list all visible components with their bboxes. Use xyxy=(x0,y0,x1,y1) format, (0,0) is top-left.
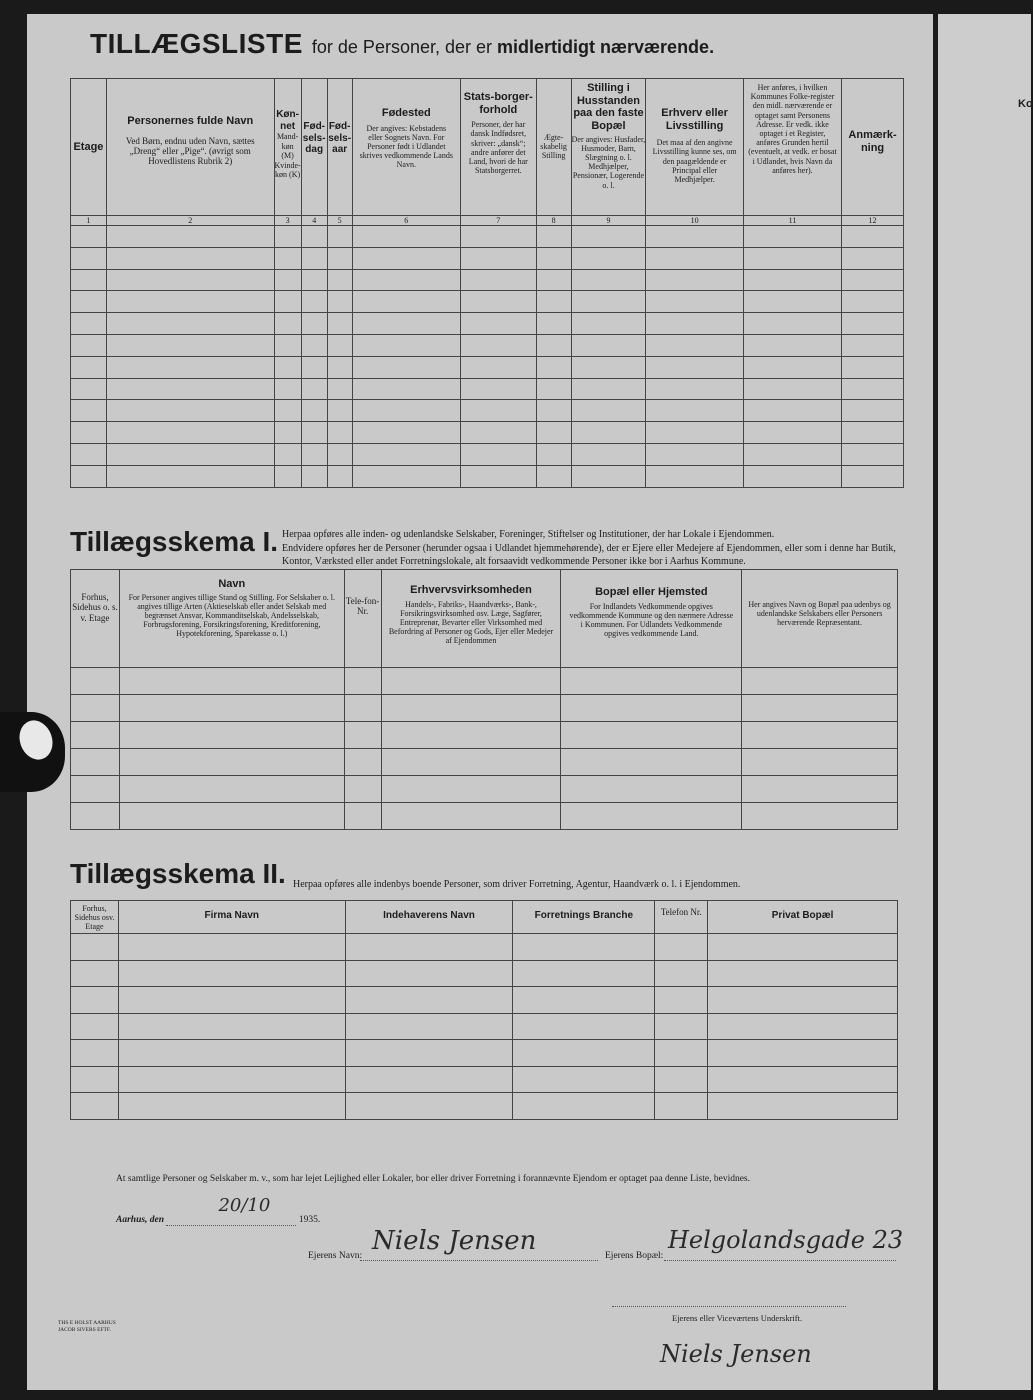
edge-fragment: Ko xyxy=(1018,98,1033,110)
table-cell xyxy=(119,722,344,749)
table-cell xyxy=(381,749,561,776)
table-cell xyxy=(743,269,841,291)
skema2-title: Tillægsskema II. xyxy=(70,858,286,889)
table-cell xyxy=(561,722,742,749)
table-cell xyxy=(119,695,344,722)
table-cell xyxy=(655,1066,708,1093)
table-cell xyxy=(352,378,460,400)
table-cell xyxy=(460,291,536,313)
table-row xyxy=(71,269,904,291)
col-konnet: Køn-net Mand-køn (M) Kvinde-køn (K) xyxy=(274,79,301,216)
table-cell xyxy=(327,465,352,487)
table-cell xyxy=(71,960,119,987)
table-cell xyxy=(71,695,120,722)
table-cell xyxy=(708,987,898,1014)
table-cell xyxy=(536,443,571,465)
table-cell xyxy=(646,465,743,487)
table-cell xyxy=(301,313,327,335)
table-cell xyxy=(742,695,898,722)
table-cell xyxy=(71,334,107,356)
table-row xyxy=(71,1013,898,1040)
s2-col-indehaver: Indehaverens Navn xyxy=(345,901,513,934)
table-cell xyxy=(327,400,352,422)
table-cell xyxy=(106,356,274,378)
table-row xyxy=(71,695,898,722)
table-cell xyxy=(513,1093,655,1120)
col-aegteskab: Ægte-skabelig Stilling xyxy=(536,79,571,216)
table-row xyxy=(71,465,904,487)
table-cell xyxy=(106,226,274,248)
s2-col-telefon: Telefon Nr. xyxy=(655,901,708,934)
table-cell xyxy=(646,400,743,422)
table-row xyxy=(71,400,904,422)
table-cell xyxy=(274,356,301,378)
s1-col-telefon: Tele-fon-Nr. xyxy=(344,570,381,668)
table-cell xyxy=(106,291,274,313)
table-cell xyxy=(71,1066,119,1093)
table-cell xyxy=(71,400,107,422)
table-cell xyxy=(274,422,301,444)
table-cell xyxy=(327,226,352,248)
table-cell xyxy=(352,443,460,465)
table-cell xyxy=(655,1040,708,1067)
table-cell xyxy=(571,465,646,487)
skema1-table xyxy=(70,569,898,830)
table-cell xyxy=(646,334,743,356)
table-cell xyxy=(345,1066,513,1093)
table-cell xyxy=(513,987,655,1014)
table-cell xyxy=(327,247,352,269)
table-cell xyxy=(352,422,460,444)
table-cell xyxy=(71,247,107,269)
table-row xyxy=(71,291,904,313)
table-cell xyxy=(106,400,274,422)
table-cell xyxy=(743,313,841,335)
skema2-note: Herpaa opføres alle indenbys boende Personer, som driver Forretning, Agentur, Haandværk o. l. i Ejendommen. xyxy=(293,879,741,890)
table-row xyxy=(71,722,898,749)
table-cell xyxy=(655,934,708,961)
table-cell xyxy=(118,960,345,987)
table-cell xyxy=(460,334,536,356)
table-row xyxy=(71,443,904,465)
table-cell xyxy=(327,378,352,400)
table-cell xyxy=(119,803,344,830)
thumb-holding-page xyxy=(0,712,65,792)
table-cell xyxy=(106,443,274,465)
table-cell xyxy=(381,695,561,722)
table-cell xyxy=(513,1066,655,1093)
table-cell xyxy=(460,247,536,269)
col-fodested: Fødested Der angives: Kebstadens eller Sognets Navn. For Personer født i Udlandet skrives vedkommende Lands Navn. xyxy=(352,79,460,216)
table-cell xyxy=(842,422,904,444)
table-cell xyxy=(460,378,536,400)
table-cell xyxy=(71,356,107,378)
col-statsborger: Stats-borger-forhold Personer, der har dansk Indfødsret, skriver: „dansk“; andre anfører det Land, hvori de har Statsborgerret. xyxy=(460,79,536,216)
table-cell xyxy=(460,226,536,248)
table-cell xyxy=(352,465,460,487)
table-cell xyxy=(345,1013,513,1040)
table-row xyxy=(71,1040,898,1067)
table-cell xyxy=(71,291,107,313)
table-row xyxy=(71,1093,898,1120)
table-cell xyxy=(106,422,274,444)
table-cell xyxy=(344,776,381,803)
table-row xyxy=(71,378,904,400)
table-cell xyxy=(352,269,460,291)
table-cell xyxy=(352,400,460,422)
table-cell xyxy=(571,356,646,378)
table-cell xyxy=(646,378,743,400)
table-cell xyxy=(352,247,460,269)
table-cell xyxy=(842,226,904,248)
table-cell xyxy=(327,269,352,291)
printer-mark: THS E HOLST AARHUS JACOB SIVERS EFTF. xyxy=(58,1320,116,1333)
table-cell xyxy=(743,378,841,400)
table-cell xyxy=(71,269,107,291)
table-row xyxy=(71,960,898,987)
s1-col-repraesentant: Her angives Navn og Bopæl paa udenbys og udenlandske Selskabers eller Personers herværende Repræsentant. xyxy=(742,570,898,668)
table-cell xyxy=(106,247,274,269)
table-cell xyxy=(301,422,327,444)
table-cell xyxy=(71,668,120,695)
col-stilling: Stilling i Husstanden paa den faste Bopæl Der angives: Husfader, Husmoder, Barn, Slægtning o. l. Medhjælper, Pensionær, Logerende o. l. xyxy=(571,79,646,216)
table-cell xyxy=(646,356,743,378)
table-cell xyxy=(561,749,742,776)
table-cell xyxy=(301,334,327,356)
table-cell xyxy=(352,291,460,313)
owner-name-label: Ejerens Navn: xyxy=(308,1251,363,1261)
col-erhverv: Erhverv eller Livsstilling Det maa af den angivne Livsstilling kunne ses, om den paagældende er Principal eller Medhjælper. xyxy=(646,79,743,216)
table-cell xyxy=(460,313,536,335)
page-title: TILLÆGSLISTE for de Personer, der er midlertidigt nærværende. xyxy=(90,28,715,59)
table-cell xyxy=(571,400,646,422)
s1-col-bopael: Bopæl eller Hjemsted For Indlandets Vedkommende opgives vedkommende Kommune og den nærmere Adresse i Kommunen. For Udlandets Vedkommende opgives vedkommende Land. xyxy=(561,570,742,668)
col-folkeregister: Her anføres, i hvilken Kommunes Folke-register den midl. nærværende er optaget samt Personens Adresse. Er vedk. ikke optaget i et Register, anføres Grunden hertil (eventuelt, at vedk. er bosat i Udlandet, hvis Navn da anføres her). xyxy=(743,79,841,216)
table-cell xyxy=(655,987,708,1014)
table-cell xyxy=(460,269,536,291)
table-cell xyxy=(742,668,898,695)
table-cell xyxy=(708,960,898,987)
table-cell xyxy=(381,776,561,803)
table-cell xyxy=(536,226,571,248)
table-cell xyxy=(327,356,352,378)
table-cell xyxy=(742,749,898,776)
table-cell xyxy=(71,934,119,961)
table-cell xyxy=(301,465,327,487)
table-cell xyxy=(118,1093,345,1120)
col-etage: Etage xyxy=(71,79,107,216)
table-cell xyxy=(536,400,571,422)
s2-col-firma: Firma Navn xyxy=(118,901,345,934)
table-cell xyxy=(301,247,327,269)
skema1-title: Tillægsskema I. xyxy=(70,526,279,557)
table-cell xyxy=(345,960,513,987)
table-row xyxy=(71,313,904,335)
table-cell xyxy=(842,443,904,465)
table-cell xyxy=(743,226,841,248)
table-cell xyxy=(743,400,841,422)
table-cell xyxy=(327,422,352,444)
table-row xyxy=(71,934,898,961)
signature-line xyxy=(612,1306,846,1307)
table-cell xyxy=(118,1040,345,1067)
table-cell xyxy=(842,334,904,356)
table-cell xyxy=(274,334,301,356)
table-cell xyxy=(513,1040,655,1067)
table-cell xyxy=(842,356,904,378)
table-cell xyxy=(106,465,274,487)
table-cell xyxy=(708,1066,898,1093)
table-row xyxy=(71,668,898,695)
table-row xyxy=(71,247,904,269)
table-cell xyxy=(842,247,904,269)
table-cell xyxy=(301,400,327,422)
table-cell xyxy=(301,443,327,465)
table-cell xyxy=(352,356,460,378)
table-cell xyxy=(274,400,301,422)
table-cell xyxy=(344,749,381,776)
skema2-table xyxy=(70,900,898,1120)
table-cell xyxy=(344,668,381,695)
signature-label: Ejerens eller Viceværtens Underskrift. xyxy=(672,1313,803,1323)
s2-col-bopael: Privat Bopæl xyxy=(708,901,898,934)
col-navn: Personernes fulde Navn Ved Børn, endnu uden Navn, sættes „Dreng“ eller „Pige“. (øvrigt som Hovedlistens Rubrik 2) xyxy=(106,79,274,216)
table-cell xyxy=(345,1093,513,1120)
table-cell xyxy=(381,722,561,749)
table-cell xyxy=(71,987,119,1014)
table-cell xyxy=(327,443,352,465)
table-row xyxy=(71,422,904,444)
table-cell xyxy=(708,1013,898,1040)
table-cell xyxy=(327,291,352,313)
table-cell xyxy=(71,443,107,465)
table-cell xyxy=(742,722,898,749)
main-table xyxy=(70,78,904,488)
table-cell xyxy=(561,803,742,830)
table-cell xyxy=(71,1040,119,1067)
table-cell xyxy=(536,269,571,291)
table-cell xyxy=(274,291,301,313)
s2-col-branche: Forretnings Branche xyxy=(513,901,655,934)
table-cell xyxy=(708,1040,898,1067)
table-cell xyxy=(118,934,345,961)
table-row xyxy=(71,1066,898,1093)
table-cell xyxy=(71,776,120,803)
table-cell xyxy=(571,226,646,248)
table-cell xyxy=(274,247,301,269)
table-cell xyxy=(460,356,536,378)
table-cell xyxy=(381,803,561,830)
col-anmaerkning: Anmærk-ning xyxy=(842,79,904,216)
table-cell xyxy=(646,422,743,444)
table-cell xyxy=(561,695,742,722)
table-cell xyxy=(743,422,841,444)
col-fodselsdag: Fød-sels-dag xyxy=(301,79,327,216)
table-cell xyxy=(743,465,841,487)
table-cell xyxy=(513,1013,655,1040)
table-cell xyxy=(742,803,898,830)
table-cell xyxy=(561,776,742,803)
table-cell xyxy=(571,443,646,465)
table-cell xyxy=(301,291,327,313)
table-cell xyxy=(743,291,841,313)
signature-handwritten: Niels Jensen xyxy=(660,1340,812,1368)
table-cell xyxy=(513,934,655,961)
s1-col-erhverv: Erhvervsvirksomheden Handels-, Fabriks-, Haandværks-, Bank-, Forsikringsvirksomhed osv. Læge, Sagfører, Entreprenør, Bevarter eller Virksomhed med Befordring af Personer og Gods, Ejer eller Medejer af Ejendommen xyxy=(381,570,561,668)
s1-col-navn: Navn For Personer angives tillige Stand og Stilling. For Selskaber o. l. angives tillige Arten (Aktieselskab eller andet Selskab med begrænset Ansvar, Kommanditselskab, Andelsselskab, Forbrugsforening, Forsikringsforening, Kreditforening, Hypotekforening, Sparekasse o. l.) xyxy=(119,570,344,668)
table-cell xyxy=(344,803,381,830)
table-cell xyxy=(119,668,344,695)
table-row xyxy=(71,749,898,776)
table-cell xyxy=(71,422,107,444)
table-cell xyxy=(460,443,536,465)
table-cell xyxy=(71,378,107,400)
table-cell xyxy=(646,226,743,248)
table-cell xyxy=(119,776,344,803)
table-cell xyxy=(743,356,841,378)
table-cell xyxy=(71,226,107,248)
table-cell xyxy=(571,291,646,313)
owner-address-label: Ejerens Bopæl: xyxy=(605,1251,664,1261)
table-cell xyxy=(106,334,274,356)
col-fodselsaar: Fød-sels-aar xyxy=(327,79,352,216)
s1-col-etage: Forhus, Sidehus o. s. v. Etage xyxy=(71,570,120,668)
table-cell xyxy=(513,960,655,987)
table-cell xyxy=(842,313,904,335)
table-cell xyxy=(344,695,381,722)
table-cell xyxy=(352,313,460,335)
table-cell xyxy=(71,1013,119,1040)
table-cell xyxy=(536,465,571,487)
table-cell xyxy=(71,749,120,776)
table-cell xyxy=(842,269,904,291)
table-cell xyxy=(571,422,646,444)
table-cell xyxy=(708,1093,898,1120)
table-cell xyxy=(274,443,301,465)
table-cell xyxy=(536,291,571,313)
table-cell xyxy=(561,668,742,695)
table-cell xyxy=(71,465,107,487)
table-cell xyxy=(536,334,571,356)
table-cell xyxy=(327,313,352,335)
table-cell xyxy=(352,334,460,356)
owner-address-handwritten: Helgolandsgade 23 xyxy=(668,1226,904,1254)
table-row xyxy=(71,334,904,356)
owner-name-handwritten: Niels Jensen xyxy=(372,1226,537,1256)
table-cell xyxy=(571,313,646,335)
table-cell xyxy=(536,378,571,400)
table-row xyxy=(71,803,898,830)
table-cell xyxy=(118,987,345,1014)
table-cell xyxy=(71,722,120,749)
table-cell xyxy=(742,776,898,803)
table-cell xyxy=(274,269,301,291)
table-cell xyxy=(743,247,841,269)
table-cell xyxy=(536,422,571,444)
table-cell xyxy=(655,1093,708,1120)
table-cell xyxy=(655,960,708,987)
table-cell xyxy=(743,334,841,356)
table-cell xyxy=(460,422,536,444)
table-cell xyxy=(646,291,743,313)
table-cell xyxy=(119,749,344,776)
table-cell xyxy=(71,313,107,335)
column-numbers-row: 1 2 3 4 5 6 7 8 9 10 11 12 xyxy=(71,216,904,226)
table-cell xyxy=(571,334,646,356)
table-cell xyxy=(274,378,301,400)
table-cell xyxy=(536,356,571,378)
table-cell xyxy=(381,668,561,695)
table-cell xyxy=(352,226,460,248)
table-cell xyxy=(571,269,646,291)
table-cell xyxy=(536,247,571,269)
table-cell xyxy=(71,1093,119,1120)
adjacent-page xyxy=(938,14,1031,1390)
table-cell xyxy=(655,1013,708,1040)
table-cell xyxy=(708,934,898,961)
table-cell xyxy=(345,1040,513,1067)
table-cell xyxy=(743,443,841,465)
table-cell xyxy=(646,313,743,335)
table-row xyxy=(71,987,898,1014)
table-cell xyxy=(327,334,352,356)
table-cell xyxy=(842,291,904,313)
table-cell xyxy=(345,934,513,961)
table-row xyxy=(71,776,898,803)
place-date: Aarhus, den 20/10 1935. xyxy=(116,1195,321,1225)
table-cell xyxy=(646,443,743,465)
table-cell xyxy=(106,313,274,335)
table-cell xyxy=(460,400,536,422)
table-cell xyxy=(344,722,381,749)
s2-col-etage: Forhus, Sidehus osv. Etage xyxy=(71,901,119,934)
table-cell xyxy=(571,247,646,269)
table-cell xyxy=(274,465,301,487)
table-cell xyxy=(301,226,327,248)
table-cell xyxy=(646,269,743,291)
certification-text: At samtlige Personer og Selskaber m. v., som har lejet Lejlighed eller Lokaler, bor eller driver Forretning i forannævnte Ejendom er optaget paa denne Liste, bevidnes. xyxy=(116,1174,750,1184)
table-cell xyxy=(301,269,327,291)
table-cell xyxy=(274,226,301,248)
table-cell xyxy=(345,987,513,1014)
table-cell xyxy=(842,378,904,400)
table-cell xyxy=(842,465,904,487)
table-row xyxy=(71,226,904,248)
table-cell xyxy=(274,313,301,335)
table-cell xyxy=(842,400,904,422)
table-cell xyxy=(106,269,274,291)
table-cell xyxy=(301,378,327,400)
table-cell xyxy=(646,247,743,269)
table-row xyxy=(71,356,904,378)
table-cell xyxy=(536,313,571,335)
table-cell xyxy=(118,1013,345,1040)
table-cell xyxy=(71,803,120,830)
table-cell xyxy=(106,378,274,400)
table-cell xyxy=(301,356,327,378)
date-handwritten: 20/10 xyxy=(218,1195,271,1216)
skema1-note: Herpaa opføres alle inden- og udenlandske Selskaber, Foreninger, Stiftelser og Institutioner, der har Lokale i Ejendommen. Endvidere opføres her de Personer (herunder ogsaa i Udlandet hjemmehørende), der er Ejere eller Medejere af Ejendommen, eller som i denne har Butik, Kontor, Værksted eller andet Forretningslokale, alt forsaavidt vedkommende Personer ikke bor i Aarhus Kommune. xyxy=(282,529,896,567)
table-cell xyxy=(460,465,536,487)
table-cell xyxy=(118,1066,345,1093)
table-cell xyxy=(571,378,646,400)
